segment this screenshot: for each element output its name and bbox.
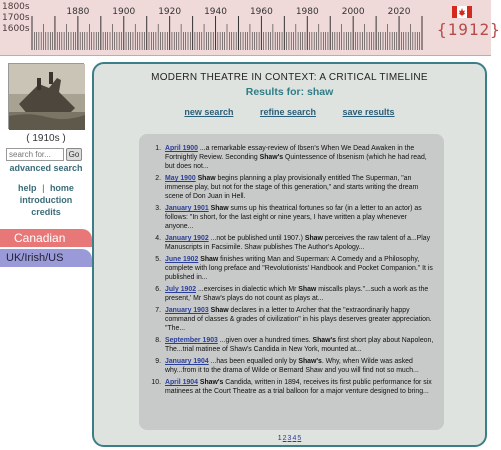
result-item — [147, 204, 436, 231]
result-date-link[interactable]: April 1904 — [165, 379, 198, 386]
result-text: ...has been equalled only by — [208, 358, 299, 365]
result-date-link[interactable]: January 1904 — [165, 358, 209, 365]
result-highlight: Shaw's — [199, 379, 224, 386]
result-date-link[interactable]: January 1903 — [165, 307, 209, 314]
result-text: ...a remarkable essay-review of Ibsen's When We Dead Awaken in the Fortnightly Review. Seconding — [165, 145, 415, 161]
advanced-search-link[interactable]: advanced search — [9, 163, 83, 173]
result-text: ...not be published until 1907.) — [208, 235, 305, 242]
result-text: declares in a letter to Archer that the "extraordinarily happy command of classes & grades of civilization" in his plays deserves greater appreciation. "The... — [165, 307, 432, 332]
page-title: MODERN THEATRE IN CONTEXT: A CRITICAL TIMELINE — [151, 72, 428, 83]
result-text: ...exercises in dialectic which Mr — [196, 286, 299, 293]
result-highlight: Shaw's — [298, 358, 322, 365]
save-results-link[interactable]: save results — [342, 107, 395, 117]
timeline-year-label[interactable]: 2020 — [387, 7, 411, 17]
result-text: Candida, written in 1894, receives its first public performance for six matinees at the Court Theatre as a trial balloon for a major venture designed to bring... — [165, 379, 432, 395]
result-item — [147, 378, 436, 396]
timeline-year-label[interactable]: 1880 — [66, 7, 90, 17]
result-highlight: Shaw — [200, 256, 219, 263]
century-labels — [2, 2, 30, 35]
titanic-photo — [8, 63, 84, 129]
result-date-link[interactable]: September 1903 — [165, 337, 218, 344]
result-highlight: Shaw — [210, 205, 229, 212]
timeline-year-label[interactable]: 1900 — [112, 7, 136, 17]
nav-separator: | — [42, 183, 45, 193]
page-3-link[interactable]: 3 — [287, 435, 292, 442]
era-label: ( 1910s ) — [26, 133, 66, 144]
result-number: 10. — [151, 379, 161, 386]
result-date-link[interactable]: January 1901 — [165, 205, 209, 212]
result-text: . Why, when Wilde was asked why...from it to the drama of Wilde or Bernard Shaw and you will find not so much... — [165, 358, 419, 374]
result-number: 6. — [155, 286, 161, 293]
result-highlight: Shaw's — [259, 154, 284, 161]
timeline-year-label[interactable]: 1920 — [158, 7, 182, 17]
results-heading: Results for: shaw — [245, 86, 334, 98]
result-item — [147, 234, 436, 252]
result-highlight: Shaw's — [312, 337, 336, 344]
result-highlight: Shaw — [304, 235, 323, 242]
result-item — [147, 174, 436, 201]
result-item — [147, 357, 436, 375]
tab-uk-irish-us[interactable]: UK/Irish/US — [0, 249, 92, 267]
search-go-button[interactable]: Go — [66, 148, 82, 161]
sidebar-nav — [0, 182, 92, 218]
page-5-link[interactable]: 5 — [297, 435, 302, 442]
introduction-link[interactable]: introduction — [19, 195, 73, 205]
canada-flag-icon — [452, 6, 472, 18]
result-number: 2. — [155, 175, 161, 182]
result-number: 4. — [155, 235, 161, 242]
main-panel — [92, 62, 487, 447]
page-4-link[interactable]: 4 — [292, 435, 297, 442]
result-number: 9. — [155, 358, 161, 365]
result-text: begins planning a play provisionally entitled The Superman, "an immense play, but not for the stage of this generation," and starts writing the dream scene of Don Juan in Hell. — [165, 175, 419, 200]
results-list — [147, 144, 436, 396]
timeline-year-label[interactable]: 2000 — [341, 7, 365, 17]
new-search-link[interactable]: new search — [184, 107, 234, 117]
timeline-year-label[interactable]: 1980 — [295, 7, 319, 17]
result-text: sums up his theatrical fortunes so far (in a letter to an actor) as follows: "In short, for the last eight or nine years, I have written a play whenever anyone... — [165, 205, 422, 230]
century-1600s-link[interactable]: 1600s — [2, 24, 30, 34]
result-number: 8. — [155, 337, 161, 344]
home-link[interactable]: home — [49, 183, 74, 193]
current-year-label: {1912} — [437, 20, 501, 39]
result-text: miscalls plays."...such a work as the present,' Mr Shaw's plays do not count as plays at... — [165, 286, 429, 302]
result-item — [147, 255, 436, 282]
page-1: 1 — [277, 435, 282, 442]
timeline-year-label[interactable]: 1960 — [249, 7, 273, 17]
result-number: 7. — [155, 307, 161, 314]
timeline-year-label[interactable]: 1940 — [204, 7, 227, 17]
century-1800s-link[interactable]: 1800s — [2, 2, 30, 12]
result-highlight: Shaw — [298, 286, 317, 293]
tab-canadian[interactable]: Canadian — [0, 229, 92, 247]
result-text: perceives the raw talent of a...Play Manuscripts in Facsimile. Shaw publishes The Author's Apology... — [165, 235, 431, 251]
result-date-link[interactable]: January 1902 — [165, 235, 209, 242]
search-input[interactable] — [6, 148, 64, 161]
result-date-link[interactable]: May 1900 — [165, 175, 196, 182]
result-date-link[interactable]: June 1902 — [165, 256, 199, 263]
century-1700s-link[interactable]: 1700s — [2, 13, 30, 23]
result-text: Quintessence of Ibsenism (which he had read, but does not... — [165, 154, 427, 170]
refine-search-link[interactable]: refine search — [259, 107, 316, 117]
result-item — [147, 306, 436, 333]
timeline-ruler[interactable] — [32, 6, 422, 52]
result-date-link[interactable]: April 1900 — [165, 145, 198, 152]
result-text: first short play about Napoleon, The...trial matinee of Shaw's Candida in New York, mounted at... — [165, 337, 434, 353]
pagination — [94, 435, 485, 442]
result-item — [147, 144, 436, 171]
result-text: ...given over a hundred times. — [217, 337, 313, 344]
result-item — [147, 336, 436, 354]
result-text: finishes writing Man and Superman: A Comedy and a Philosophy, complete with long preface and "Revolutionists' Handbook and Pocket Companion." It is published in... — [165, 256, 433, 281]
help-link[interactable]: help — [18, 183, 37, 193]
page-2-link[interactable]: 2 — [282, 435, 287, 442]
result-actions — [94, 107, 485, 117]
result-number: 3. — [155, 205, 161, 212]
result-date-link[interactable]: July 1902 — [165, 286, 197, 293]
result-number: 5. — [155, 256, 161, 263]
left-sidebar — [0, 56, 92, 450]
result-item — [147, 285, 436, 303]
timeline-header — [0, 0, 501, 56]
result-highlight: Shaw — [197, 175, 216, 182]
credits-link[interactable]: credits — [31, 207, 61, 217]
result-highlight: Shaw — [210, 307, 229, 314]
result-number: 1. — [155, 145, 161, 152]
results-panel — [139, 134, 444, 430]
